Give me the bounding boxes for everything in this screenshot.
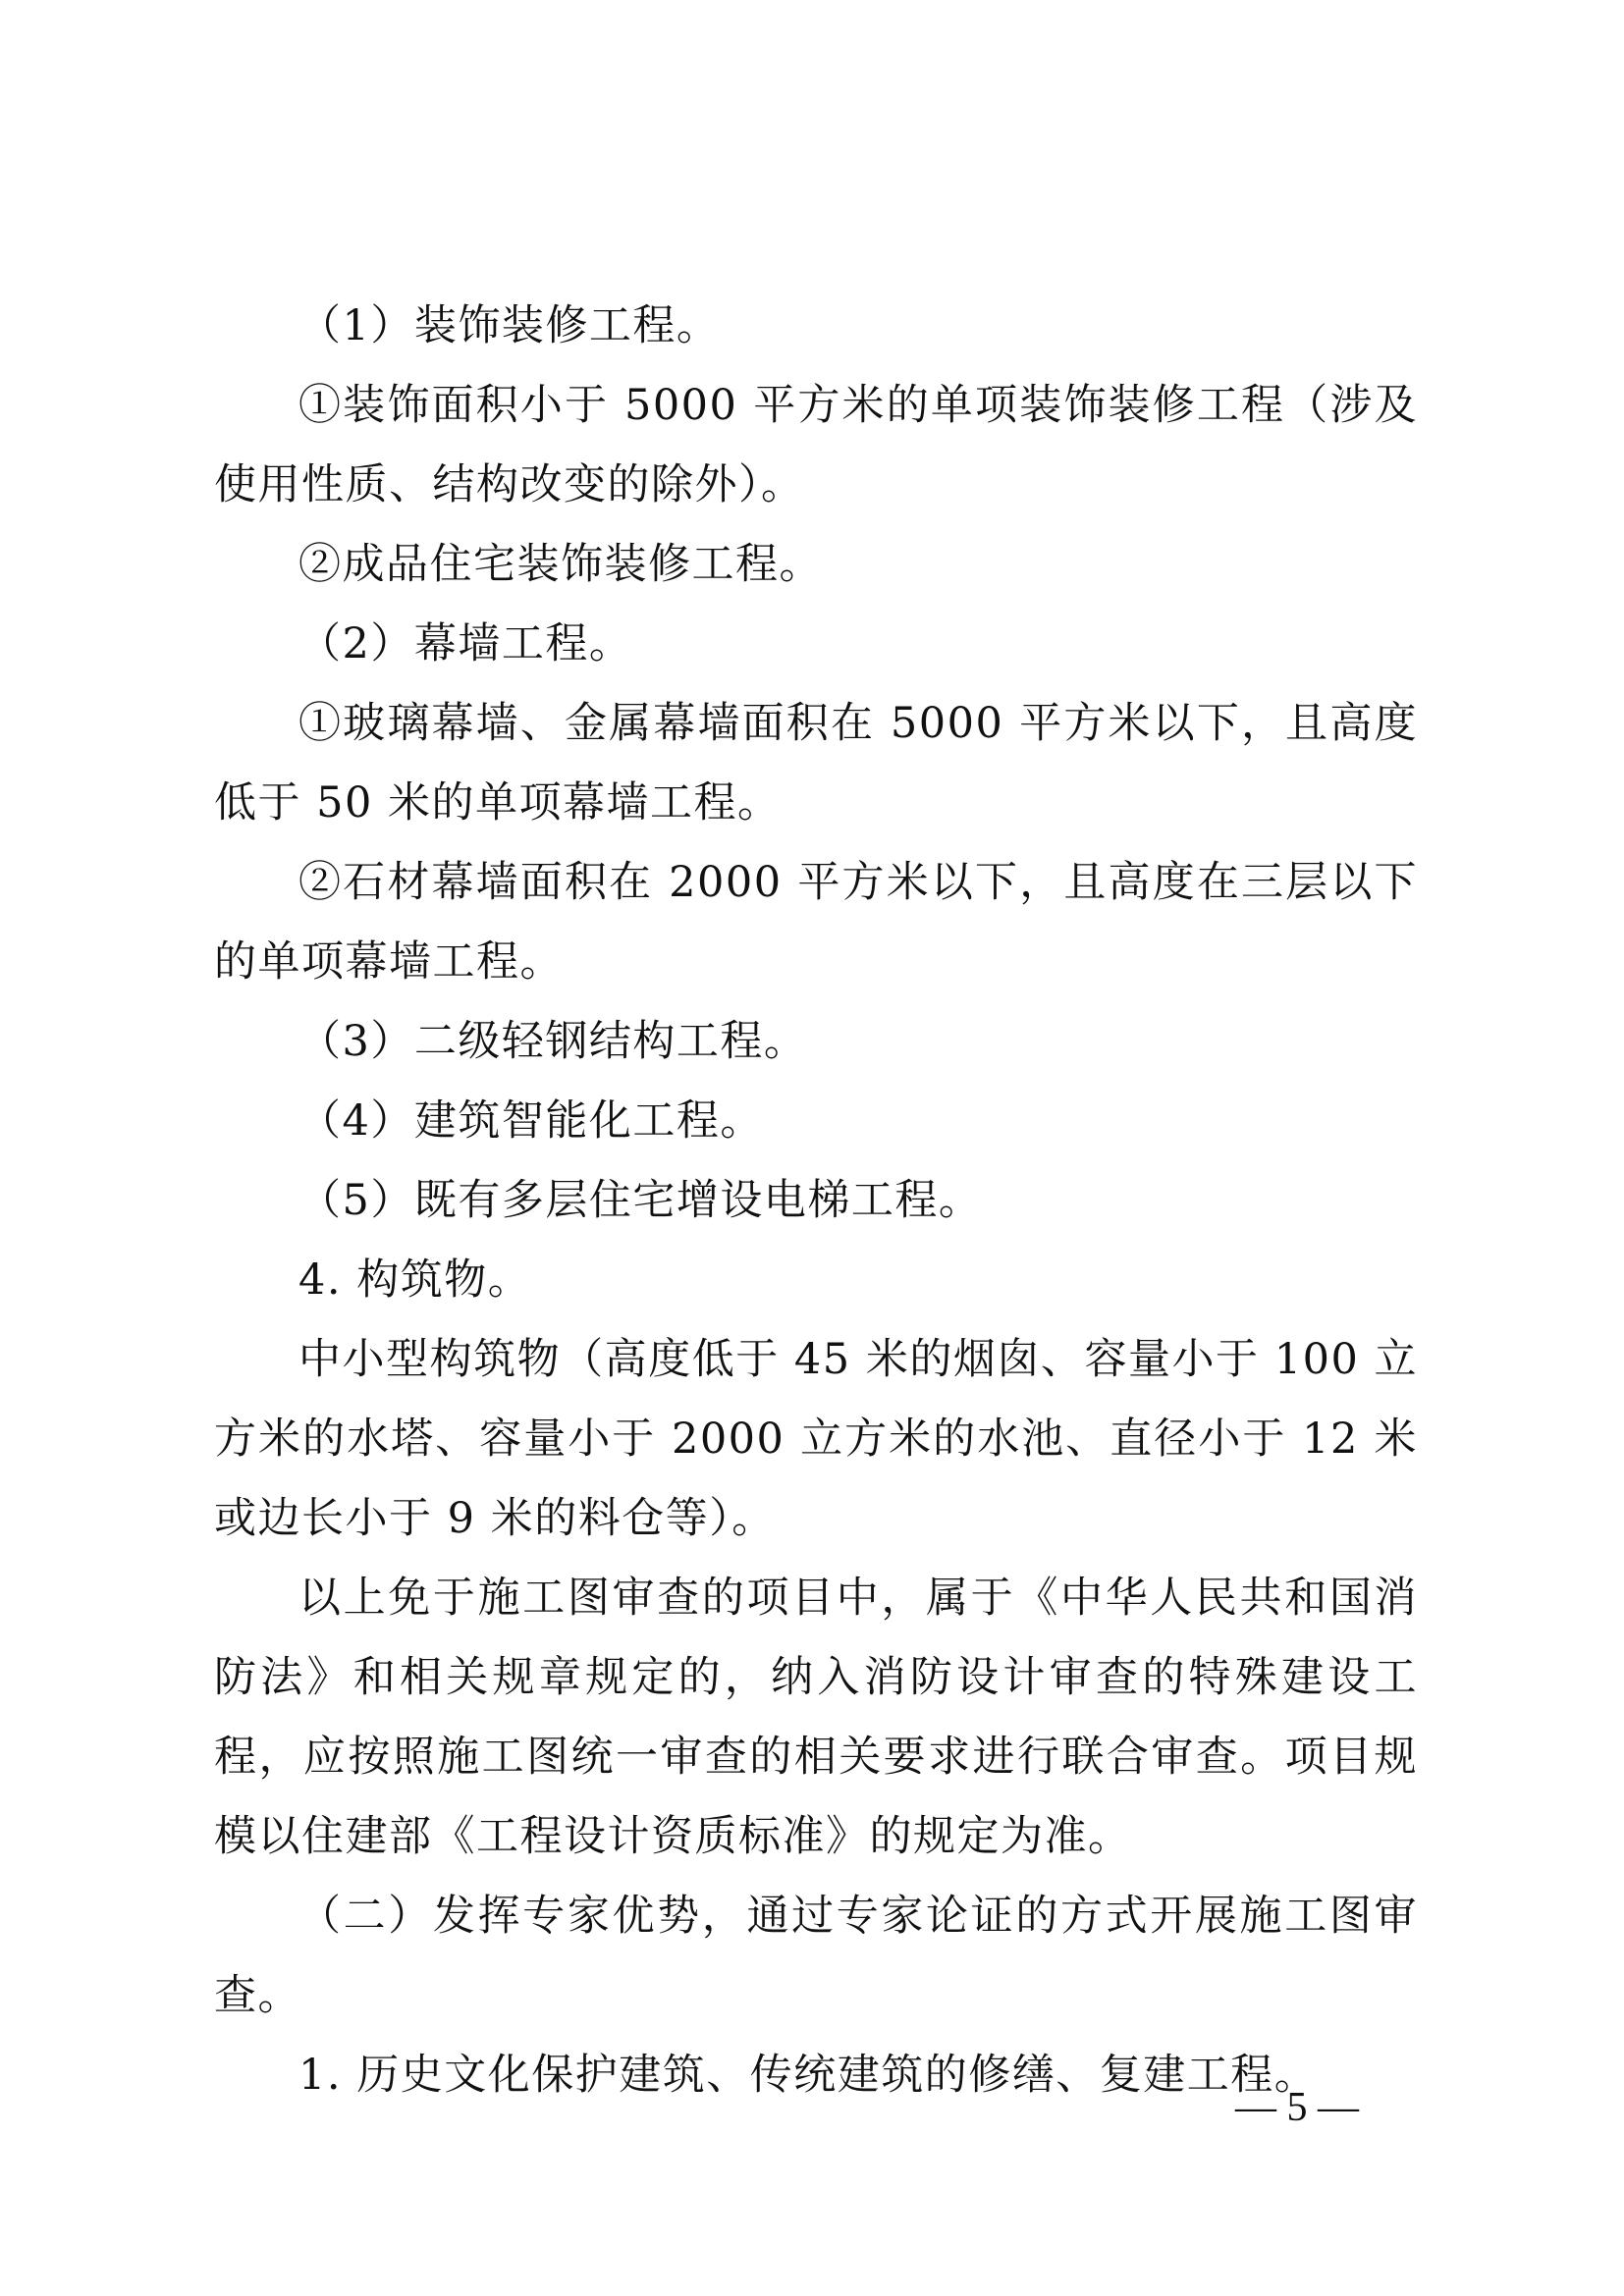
paragraph-historic-buildings: 1. 历史文化保护建筑、传统建筑的修缮、复建工程。 <box>298 2051 1319 2100</box>
paragraph-fire-review: 以上免于施工图审查的项目中，属于《中华人民共和国消防法》和相关规章规定的，纳入消防设计审查的特殊建设工程，应按照施工图统一审查的相关要求进行联合审查。项目规模以住建部《工程设计资质标准》的规定为准。 <box>214 1574 1418 1861</box>
paragraph-decoration-item-1: ①装饰面积小于 5000 平方米的单项装饰装修工程（涉及使用性质、结构改变的除外）。 <box>214 381 1418 509</box>
paragraph-curtain-wall-heading: （2）幕墙工程。 <box>298 619 633 668</box>
paragraph-intelligent-building: （4）建筑智能化工程。 <box>298 1096 764 1146</box>
paragraph-steel-structure: （3）二级轻钢结构工程。 <box>298 1017 808 1066</box>
page-number: — 5 — <box>1235 2085 1359 2130</box>
paragraph-elevator: （5）既有多层住宅增设电梯工程。 <box>298 1176 983 1225</box>
paragraph-curtain-wall-item-2: ②石材幕墙面积在 2000 平方米以下，且高度在三层以下的单项幕墙工程。 <box>214 858 1418 987</box>
paragraph-decoration-heading: （1）装饰装修工程。 <box>298 301 721 350</box>
paragraph-structures-heading: 4. 构筑物。 <box>298 1255 532 1305</box>
paragraph-decoration-item-2: ②成品住宅装饰装修工程。 <box>298 540 823 589</box>
document-body <box>214 287 1418 2115</box>
paragraph-curtain-wall-item-1: ①玻璃幕墙、金属幕墙面积在 5000 平方米以下，且高度低于 50 米的单项幕墙工程。 <box>214 699 1418 828</box>
paragraph-expert-section-heading: （二）发挥专家优势，通过专家论证的方式开展施工图审查。 <box>214 1892 1418 2020</box>
paragraph-structures-detail: 中小型构筑物（高度低于 45 米的烟囱、容量小于 100 立方米的水塔、容量小于 2000 立方米的水池、直径小于 12 米或边长小于 9 米的料仓等）。 <box>214 1335 1418 1543</box>
